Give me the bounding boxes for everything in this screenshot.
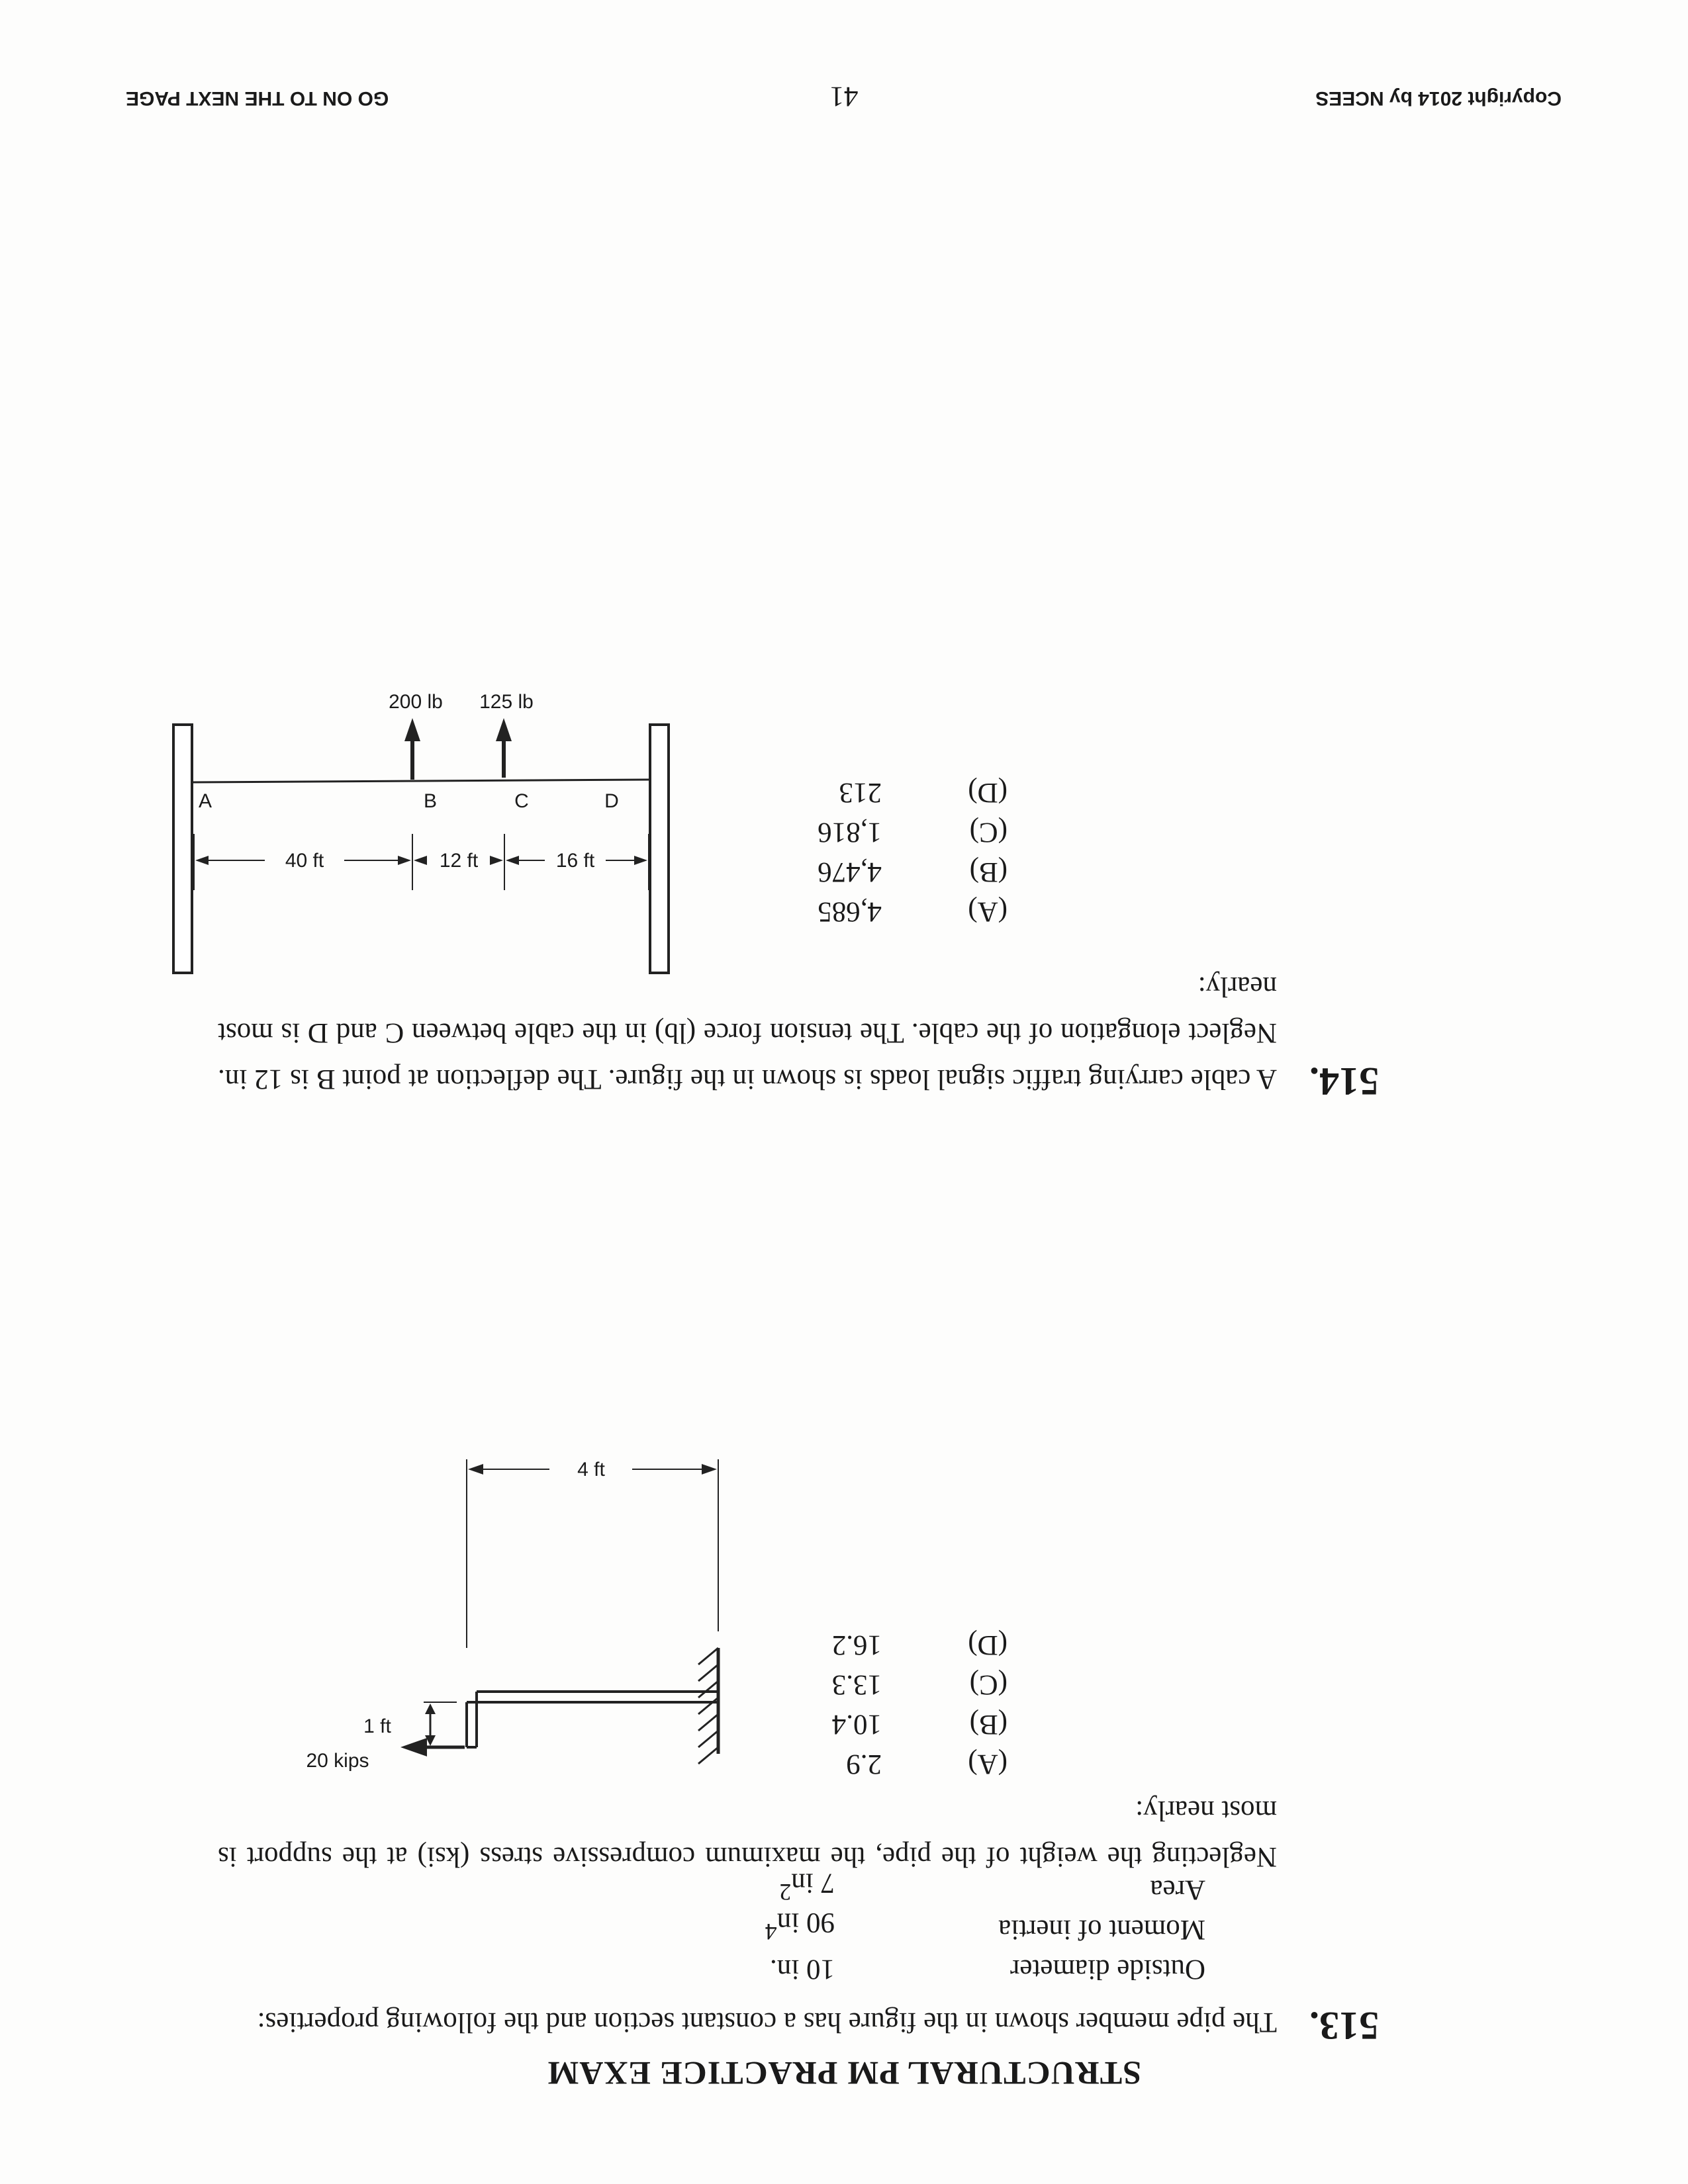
choice-letter: (B) [969,856,1008,887]
choice-letter: (D) [968,777,1008,808]
property-label: Area [1150,1874,1205,1905]
load-arrow-c[interactable] [496,718,512,778]
span-cd-label: 16 ft [555,850,595,872]
point-b-label: B [423,790,438,812]
property-moment-of-inertia [610,1906,1205,1946]
load-c-label: 125 lb [479,691,534,713]
choice-value: 16.2 [831,1629,882,1661]
height-label: 1 ft [363,1715,391,1737]
point-a-label: A [198,790,212,812]
point-c-label: C [514,790,529,812]
property-value: 7 in [791,1867,835,1899]
fixed-support [698,1648,718,1764]
property-label: Moment of inertia [998,1914,1205,1945]
property-exponent: 2 [779,1879,792,1905]
choice-value: 13.3 [831,1669,882,1700]
choice-value: 213 [839,777,882,808]
choice-letter: (B) [969,1709,1008,1740]
choice-value: 1,816 [818,817,882,848]
choice-value: 4,685 [818,896,882,927]
question-513-intro: The pipe member shown in the figure has a constant section and the following properties: [257,2007,1277,2038]
choice-letter: (A) [968,896,1008,927]
figure-513-cantilever [265,1416,861,1827]
choice-letter: (A) [968,1749,1008,1780]
span-ab-label: 40 ft [285,850,324,872]
choice-letter: (C) [969,1669,1008,1700]
span-bc-label: 12 ft [439,850,479,872]
property-value-wrap [765,1907,835,1946]
height-dimension [424,1702,457,1747]
support-left [650,725,669,973]
page-number: 41 [829,81,859,112]
pipe-member [467,1692,718,1747]
question-513-number: 513. [1309,2004,1379,2048]
property-label: Outside diameter [1010,1954,1205,1985]
load-b-label: 200 lb [389,691,443,713]
load-arrow-b[interactable] [404,718,420,780]
cable [192,780,650,782]
point-d-label: D [604,790,619,812]
footer-copyright: Copyright 2014 by NCEES [1315,87,1562,109]
length-label: 4 ft [577,1459,605,1480]
question-513-stem: Neglecting the weight of the pipe, the maximum compressive stress (ksi) at the support is most nearly: [218,1795,1277,1872]
property-outside-diameter [610,1946,1205,1985]
choice-value: 2.9 [846,1749,882,1780]
length-dimension [467,1459,718,1648]
choice-value: 4,476 [818,856,882,887]
property-exponent: 4 [765,1919,777,1945]
question-514-number: 514. [1309,1060,1379,1103]
choice-letter: (C) [969,817,1008,848]
question-514-text: A cable carrying traffic signal loads is shown in the figure. The deflection at point B is 12 in. Neglect elongation of the cable. The tension force (lb) in the cable between C and D is most nearly: [218,971,1277,1095]
page-title: STRUCTURAL PM PRACTICE EXAM [547,2055,1141,2092]
choice-value: 10.4 [831,1709,882,1740]
figure-514-cable [146,529,1026,993]
support-right [173,725,192,973]
load-label: 20 kips [306,1750,369,1772]
property-value: 10 in. [770,1954,835,1985]
choice-letter: (D) [968,1629,1008,1661]
property-value: 90 in [776,1907,835,1938]
footer-next-page: GO ON TO THE NEXT PAGE [126,87,389,109]
